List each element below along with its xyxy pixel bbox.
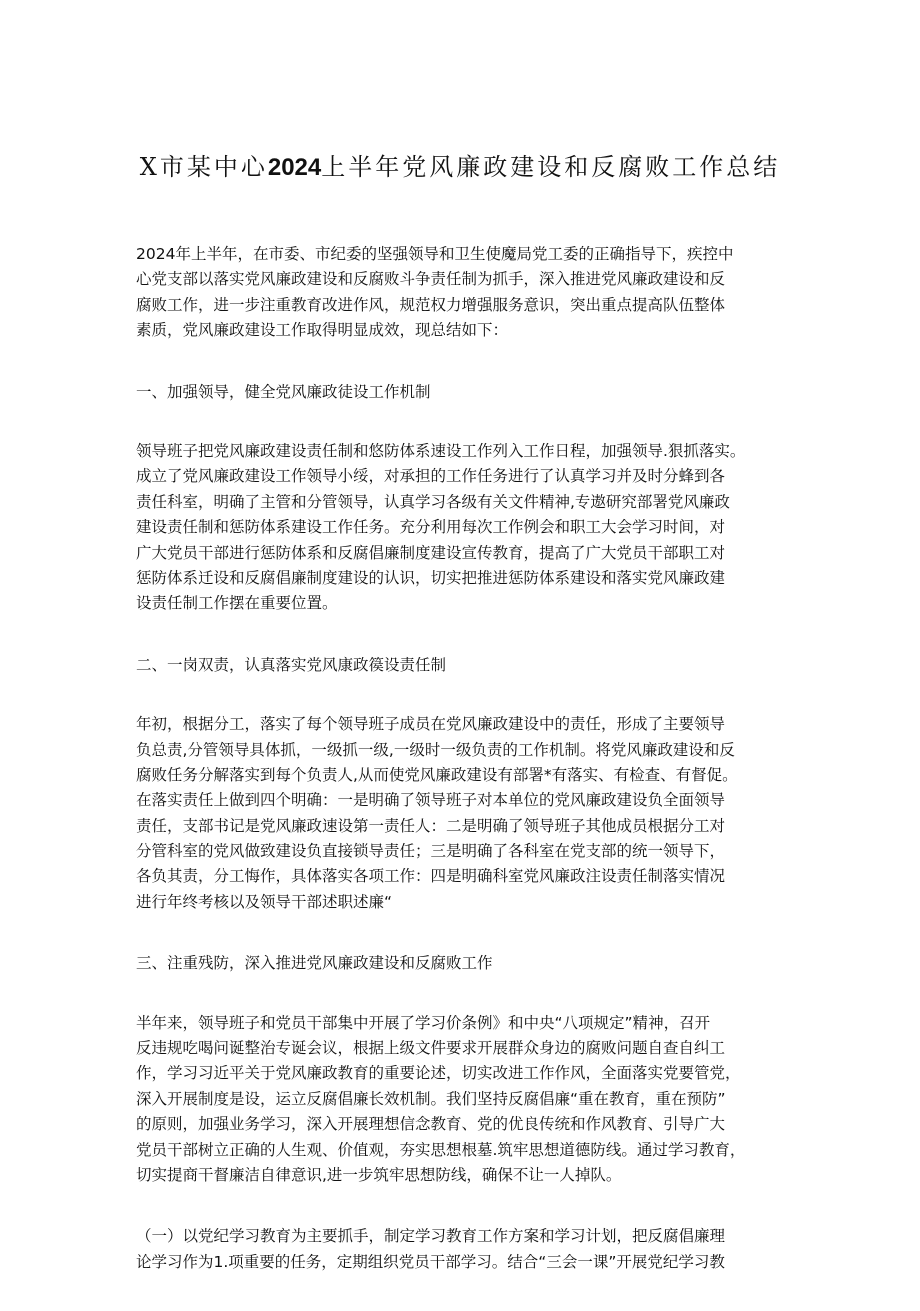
section-heading-2: 二、一岗双责，认真落实党风康政篌设责任制	[136, 655, 447, 674]
para-line: 论学习作为1.项重要的任务，定期组织党员干部学习。结合“三会一课”开展党纪学习教	[136, 1252, 725, 1271]
para-line: 责任，支部书记是党风廉政速设第一责任人：二是明确了领导班子其他成员根据分工对	[136, 816, 726, 835]
title-year: 2024	[267, 154, 322, 181]
section-heading-3: 三、注重残防，深入推进党风廉政建设和反腐败工作	[136, 954, 493, 973]
para-line: 半年来，领导班子和党员干部集中开展了学习价条例》和中央“八项规定”精神，召开	[136, 1013, 711, 1032]
para-line: 领导班子把党风廉政建设责任制和悠防体系速设工作列入工作日程，加强领导.狠抓落实。	[136, 441, 746, 460]
intro-paragraph	[136, 242, 808, 344]
para-line: 深入开展制度是设，运立反腐倡廉长效机制。我们坚持反腐倡廉“重在教育，重在预防”	[136, 1089, 726, 1108]
title-suffix: 上半年党风廉政建设和反腐败工作总结	[321, 153, 781, 181]
document-body	[136, 242, 808, 1311]
para-line: 负总责,分管领导具体抓，一级抓一级,一级时一级负责的工作机制。将党风廉政建设和反	[136, 740, 735, 759]
para-line: 反违规吃喝问诞整治专诞会议，根据上级文件要求开展群众身边的腐败问题自查自纠工	[136, 1039, 726, 1058]
intro-line: 心党支部以落实党风廉政建设和反腐败斗争责任制为抓手，深入推进党风廉政建设和反	[136, 270, 726, 289]
para-line: 在落实责任上做到四个明确：一是明确了领导班子对本单位的党风廉政建设负全面领导	[136, 791, 726, 810]
para-line: 分管科室的党风做致建设负直接锁导责任；三是明确了各科室在党支部的统一领导下，	[136, 842, 726, 861]
intro-line: 2024年上半年，在市委、市纪委的坚强领导和卫生使魔局党工委的正确指导下，疾控中	[136, 245, 734, 263]
section-heading-1: 一、加强领导，健全党风廉政徒设工作机制	[136, 382, 431, 401]
para-line: 的原则，加强业务学习，深入开展理想信念教育、党的优良传统和作风教育、引导广大	[136, 1115, 726, 1134]
section-3-paragraph	[136, 1011, 808, 1189]
para-line: 作，学习习近平关于党风廉政教育的重要论述，切实改进工作作风，全面落实党要管党，	[136, 1064, 741, 1083]
para-line: 设责任制工作摆在重要位置。	[136, 594, 338, 613]
para-line: 年初，根据分工，落实了每个领导班子成员在党风廉政建设中的责任，形成了主要领导	[136, 715, 726, 734]
para-line: 切实提商干督廉洁自律意识,进一步筑牢思想防线，确保不让一人掉队。	[136, 1165, 622, 1184]
document-title	[0, 150, 920, 185]
para-line: 责任科室，明确了主管和分管领导，认真学习各级有关文件精神,专遨研究部署党风廉政	[136, 492, 730, 511]
para-line: 惩防体系迁设和反腐倡廉制度建设的认识，切实把推进惩防体系建设和落实党风廉政建	[136, 568, 726, 587]
para-line: 建设责任制和惩防体系建设工作任务。充分利用每次工作例会和职工大会学习时间，对	[136, 518, 726, 537]
para-line: 各负其责，分工悔作，具体落实各项工作：四是明确科室党风廉政注设责任制落实情况	[136, 867, 726, 886]
para-line: 腐败任务分解落实到每个负责人,从而使党风廉政建设有部署*有落实、有检查、有督促。	[136, 765, 738, 784]
para-line: 进行年终考核以及领导干部述职述廉“	[136, 892, 393, 911]
subsection-1-paragraph	[136, 1224, 808, 1275]
intro-line: 腐败工作，进一步注重教育改进作风，规范权力增强服务意识，突出重点提高队伍整体	[136, 295, 726, 314]
para-line: 党员干部树立正确的人生观、价值观，夯实思想根墓.筑牢思想道德防线。通过学习教育，	[136, 1140, 746, 1159]
para-line: 成立了党风廉政建设工作领导小绥，对承担的工作任务进行了认真学习并及时分蜂到各	[136, 467, 726, 486]
section-2-paragraph	[136, 712, 808, 915]
section-1-paragraph	[136, 439, 808, 617]
intro-line: 素质，党风廉政建设工作取得明显成效，现总结如下：	[136, 321, 509, 340]
title-prefix: X市某中心	[139, 153, 268, 181]
para-line: 广大党员干部进行惩防体系和反腐倡廉制度建设宣传教育，提高了广大党员干部职工对	[136, 543, 726, 562]
para-line: （一）以党纪学习教育为主要抓手，制定学习教育工作方案和学习计划，把反腐倡廉理	[136, 1227, 726, 1246]
